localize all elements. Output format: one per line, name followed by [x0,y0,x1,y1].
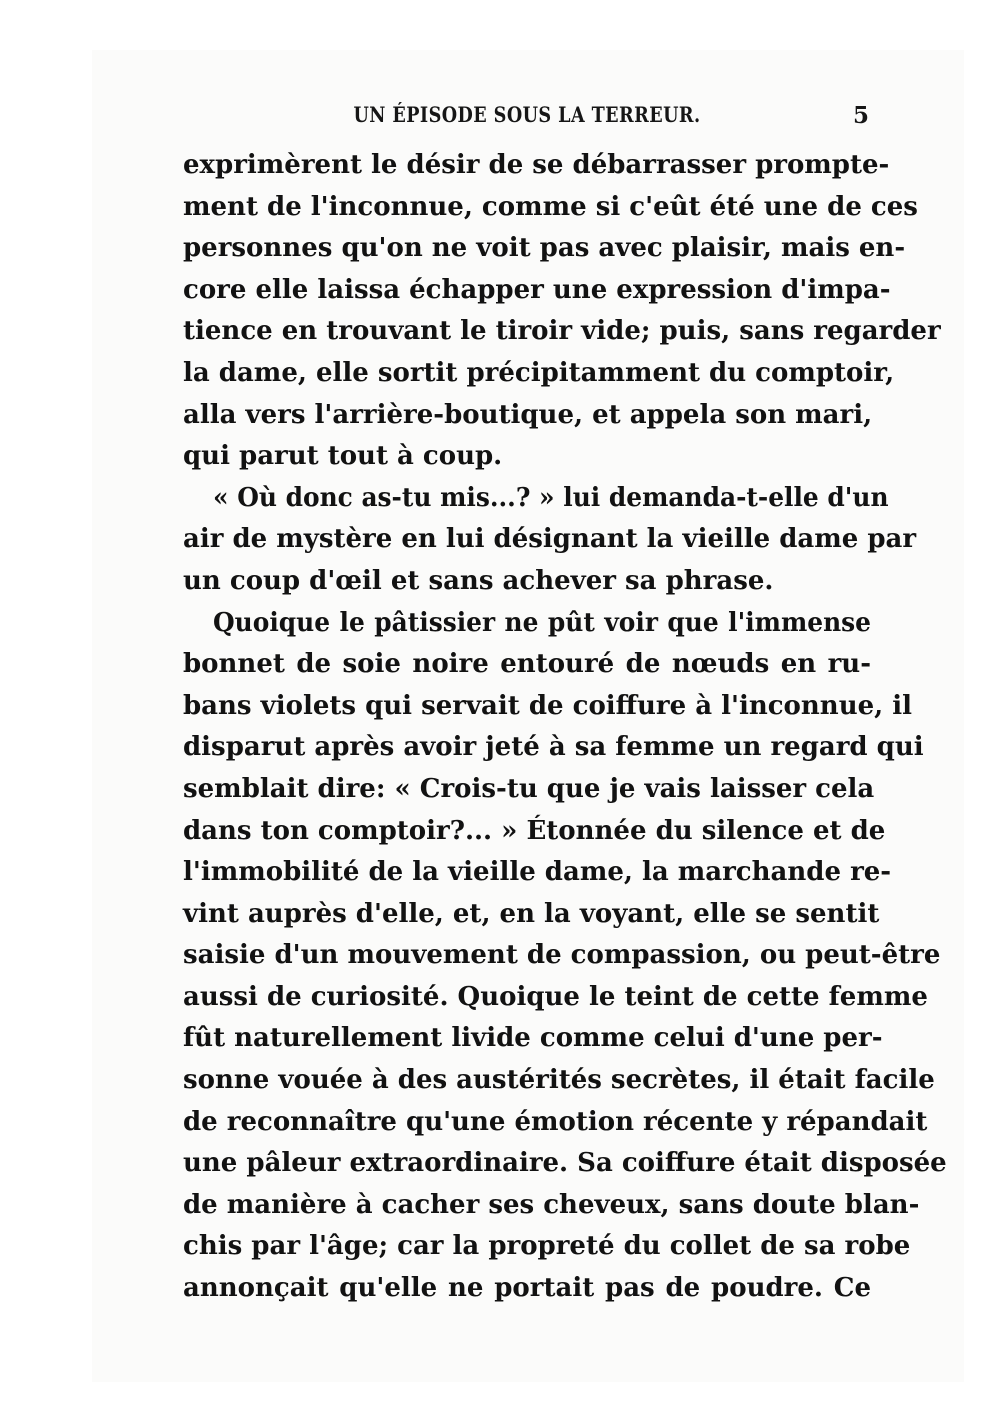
text-line-content: un coup d'œil et sans achever sa phrase. [183,565,774,596]
text-line [183,145,890,187]
text-line [183,1226,911,1268]
text-line [183,187,918,229]
running-head [183,99,871,133]
text-line [183,1143,947,1185]
text-line [183,935,941,977]
text-line-content: de manière à cacher ses cheveux, sans doute blan- [183,1189,920,1220]
text-line-content: tience en trouvant le tiroir vide; puis, sans regarder [183,316,941,347]
text-line [183,1060,935,1102]
text-line-content: ment de l'inconnue, comme si c'eût été une de ces [183,191,918,222]
text-line [183,686,913,728]
text-line-content: saisie d'un mouvement de compassion, ou peut-être [183,940,941,971]
text-line [183,811,886,853]
text-line [183,644,871,686]
text-line [183,519,917,561]
page-number: 5 [852,102,869,129]
text-line [183,852,892,894]
text-line-content: alla vers l'arrière-boutique, et appela son mari, [183,399,873,430]
text-line-content: personnes qu'on ne voit pas avec plaisir, mais en- [183,233,906,264]
text-line [183,977,928,1019]
text-line [183,1185,920,1227]
text-line [183,894,880,936]
text-line-content: bans violets qui servait de coiffure à l'inconnue, il [183,690,913,721]
text-line-content: air de mystère en lui désignant la vieille dame par [183,524,917,555]
text-line [183,353,895,395]
text-line-content: « Où donc as-tu mis...? » lui demanda-t-elle d'un [213,482,889,513]
text-line [183,478,889,520]
text-line-content: annonçait qu'elle ne portait pas de poudre. Ce [183,1273,871,1304]
text-line [183,769,875,811]
text-line-content: semblait dire: « Crois-tu que je vais laisser cela [183,773,875,804]
text-line [183,311,941,353]
text-line [183,436,871,478]
text-line-content: chis par l'âge; car la propreté du collet de sa robe [183,1231,911,1262]
text-line-content: une pâleur extraordinaire. Sa coiffure était disposée [183,1148,947,1179]
text-line [183,228,906,270]
body-text [183,145,947,1310]
text-line-content: la dame, elle sortit précipitamment du comptoir, [183,357,895,388]
text-line [183,561,871,603]
text-line [183,727,924,769]
text-line-content: fût naturellement livide comme celui d'une per- [183,1023,883,1054]
text-line-content: exprimèrent le désir de se débarrasser prompte- [183,150,890,180]
text-line-content: l'immobilité de la vieille dame, la marchande re- [183,857,892,888]
text-line [183,1102,928,1144]
running-title: UN ÉPISODE SOUS LA TERREUR. [353,102,701,127]
text-line-content: aussi de curiosité. Quoique le teint de cette femme [183,981,928,1012]
text-line [183,603,871,645]
text-line [183,395,871,437]
text-line-content: disparut après avoir jeté à sa femme un regard qui [183,732,924,763]
text-line [183,270,891,312]
text-line-content: qui parut tout à coup. [183,441,503,472]
text-line-content: sonne vouée à des austérités secrètes, il était facile [183,1065,935,1096]
text-line-content: bonnet de soie noire entouré de nœuds en ru- [183,649,871,680]
text-line-content: de reconnaître qu'une émotion récente y répandait [183,1106,928,1137]
text-line [183,1268,871,1310]
text-line-content: Quoique le pâtissier ne pût voir que l'immense [213,607,871,638]
text-line-content: dans ton comptoir?... » Étonnée du silence et de [183,815,886,846]
text-line [183,1018,883,1060]
text-line-content: vint auprès d'elle, et, en la voyant, elle se sentit [183,898,880,929]
text-line-content: core elle laissa échapper une expression d'impa- [183,274,891,305]
